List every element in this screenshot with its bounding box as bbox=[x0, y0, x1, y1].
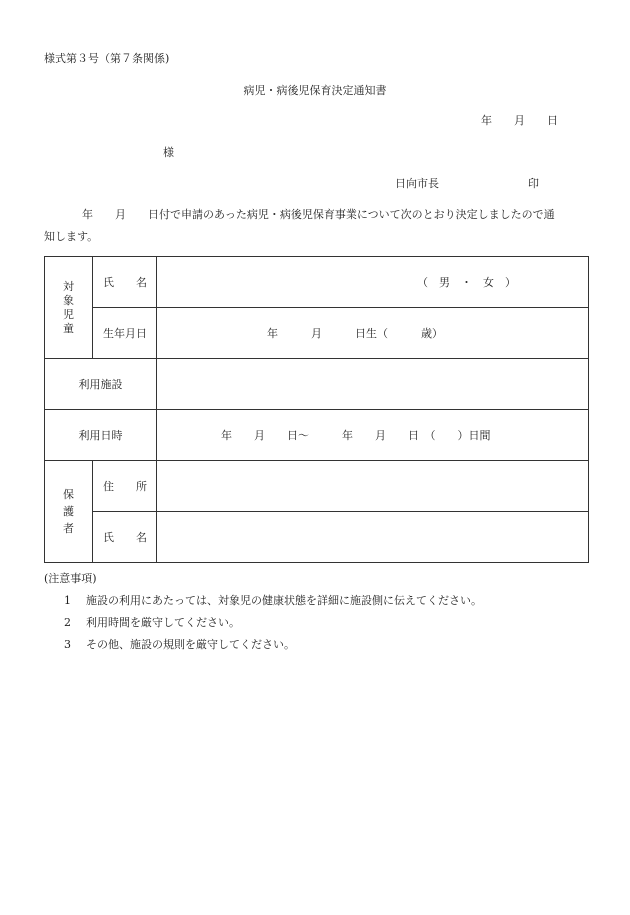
facility-label: 利用施設 bbox=[45, 359, 157, 410]
usage-row bbox=[45, 410, 589, 461]
gender-options[interactable]: （ 男 ・ 女 ） bbox=[417, 276, 516, 289]
child-name-label: 氏 名 bbox=[93, 257, 157, 308]
birth-date-label: 生年月日 bbox=[93, 308, 157, 359]
notes-heading: (注意事項) bbox=[44, 572, 97, 585]
child-group-label: 対 象 児 童 bbox=[45, 257, 93, 359]
guardian-name-row bbox=[45, 512, 589, 563]
facility-field[interactable] bbox=[157, 359, 589, 410]
usage-date-label: 利用日時 bbox=[45, 410, 157, 461]
intro-text-line1: 年 月 日付で申請のあった病児・病後児保育事業について次のとおり決定しましたので通 bbox=[82, 208, 555, 221]
notes-section bbox=[44, 568, 482, 656]
facility-row bbox=[45, 359, 589, 410]
seal-mark: 印 bbox=[528, 177, 539, 190]
intro-text-line2: 知します。 bbox=[44, 230, 99, 243]
child-name-field[interactable] bbox=[157, 257, 589, 308]
child-name-row bbox=[45, 257, 589, 308]
addressee-suffix: 様 bbox=[163, 146, 174, 159]
document-title: 病児・病後児保育決定通知書 bbox=[243, 84, 387, 97]
decision-table bbox=[44, 256, 589, 563]
guardian-address-row bbox=[45, 461, 589, 512]
birth-date-field[interactable]: 年 月 日生（ 歳） bbox=[157, 308, 589, 359]
note-item: 1 施設の利用にあたっては、対象児の健康状態を詳細に施設側に伝えてください。 bbox=[64, 594, 482, 607]
guardian-name-field[interactable] bbox=[157, 512, 589, 563]
issuer-name: 日向市長 bbox=[395, 177, 439, 190]
note-item: 3 その他、施設の規則を厳守してください。 bbox=[64, 638, 295, 651]
form-number: 様式第３号（第７条関係) bbox=[44, 52, 170, 65]
address-label: 住 所 bbox=[93, 461, 157, 512]
guardian-name-label: 氏 名 bbox=[93, 512, 157, 563]
note-item: 2 利用時間を厳守してください。 bbox=[64, 616, 240, 629]
address-field[interactable] bbox=[157, 461, 589, 512]
child-birth-row bbox=[45, 308, 589, 359]
date-line: 年 月 日 bbox=[481, 114, 558, 127]
guardian-group-label: 保 護 者 bbox=[45, 461, 93, 563]
usage-date-field[interactable]: 年 月 日～ 年 月 日 （ ）日間 bbox=[157, 410, 589, 461]
